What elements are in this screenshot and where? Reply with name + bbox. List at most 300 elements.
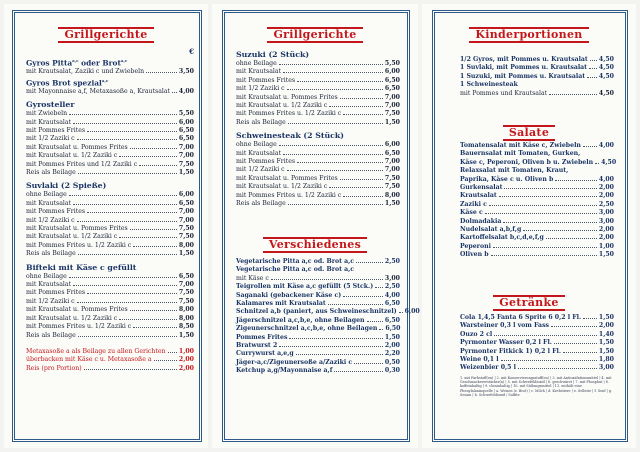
item-price: 7,00 [384, 166, 400, 174]
item-label: Krautsalat [460, 192, 497, 200]
menu-row [26, 298, 194, 306]
item-price: 1,00 [598, 242, 614, 250]
menu-row [236, 334, 400, 342]
item-label: mit Krautsalat u. Pommes Frites [26, 143, 128, 151]
item-price: 6,00 [178, 191, 194, 199]
salate-title-ribbon [422, 124, 636, 142]
item-price: 6,50 [178, 272, 194, 280]
menu-row [236, 77, 400, 85]
left-sections [26, 100, 194, 340]
item-label: mit Pommes Frites [26, 208, 86, 216]
item-price: 8,50 [178, 323, 194, 331]
leader-dots [133, 246, 177, 247]
middle-title-ribbon [212, 26, 418, 44]
menu-row [460, 158, 617, 167]
leader-dots [69, 277, 177, 278]
allergen-sup: a,c [120, 58, 128, 64]
item-price: 6,50 [384, 300, 400, 308]
leader-dots [87, 131, 177, 132]
misc-title-ribbon [212, 236, 418, 254]
menu-row [236, 192, 400, 200]
leader-dots [279, 64, 383, 65]
item-price: 7,50 [384, 110, 400, 118]
item-price: 4,50 [598, 64, 614, 72]
item-price: 7,00 [178, 281, 194, 289]
menu-row [26, 88, 194, 96]
item-price: 1,80 [598, 356, 614, 364]
item-label: Kartoffelsalat b,c,d,e,f,g [460, 234, 544, 242]
menu-row [236, 102, 400, 110]
item-desc: mit Mayonnaise a,f, Metaxasoße a, Krautsalat [26, 87, 171, 95]
leader-dots [296, 354, 383, 355]
item-price: 8,00 [178, 306, 194, 314]
item-price: 1,00 [178, 347, 194, 355]
menu-row [236, 175, 400, 183]
left-content [26, 48, 194, 373]
menu-row [236, 60, 400, 68]
menu-row [236, 283, 400, 291]
item-price: 3,00 [598, 364, 614, 372]
kids-content [460, 56, 614, 98]
item-price: 6,50 [178, 199, 194, 207]
leader-dots [130, 310, 177, 311]
item-label: mit Pommes Frites [236, 76, 296, 84]
leader-dots [146, 72, 177, 73]
footnote: 1. mit Farbstoff(en) | 2. mit Konservierungsstoff(en) | 3. mit Antioxidationsmittel | 4. mit Geschmacksverstärker(n) | 5. mit Schwefeldioxid | 6. geschwärzt | 7. mit Phosphat | 8. koffeinhaltig | 9. chininhaltig | 10. mit Süßungsmittel | 11. enthält eine Phenylalaninquelle | a. Weizen (z. Brot) | c. Milch | d. Krebstiere | e. Sellerie | f. Senf | g. Sesam | h. Schwefeldioxid / Sulfite [460, 375, 613, 398]
allergen-sup: a,c [101, 78, 109, 84]
menu-row [26, 281, 194, 289]
item-label: Reis als Beilage [26, 331, 76, 339]
menu-row [236, 200, 400, 208]
misc-list [236, 258, 420, 376]
item-price: 6,50 [384, 76, 400, 84]
item-price: 3,00 [598, 217, 614, 225]
menu-row [26, 119, 194, 127]
menu-row [236, 350, 400, 358]
leader-dots [77, 302, 177, 303]
item-label: überbacken mit Käse c u. Metaxasoße a [26, 356, 152, 364]
misc-content [236, 258, 420, 376]
item-label: mit Krautsalat u. Pommes Frites [236, 174, 338, 182]
item-price: 6,00 [404, 308, 420, 316]
item-label: Pyrmonter Fitkick 1) 0,2 l Fl. [460, 347, 562, 355]
item-price: 2,50 [384, 283, 400, 291]
menu-row [236, 141, 400, 149]
leader-dots [77, 139, 177, 140]
item-label: mit Krautsalat u. 1/2 Zaziki c [236, 183, 328, 191]
leader-dots [583, 318, 597, 319]
leader-dots [78, 173, 177, 174]
item-label: mit Krautsalat u. 1/2 Zaziki c [26, 233, 118, 241]
menu-row [26, 289, 194, 297]
leader-dots [494, 335, 597, 336]
item-price: 4,50 [598, 72, 614, 80]
menu-row [460, 356, 614, 364]
leader-dots [501, 360, 597, 361]
menu-row [26, 144, 194, 152]
left-title: Grillgerichte [58, 27, 153, 43]
item-label: 1/2 Gyros, mit Pommes u. Krautsalat [460, 56, 588, 63]
section-heading: Schweinesteak (2 Stück) [236, 131, 344, 141]
item-price: 6,50 [385, 325, 401, 333]
item-label: mit Pommes Frites u. 1/2 Zaziki c [26, 323, 132, 331]
leader-dots [87, 293, 177, 294]
item-label: Warsteiner 0,3 l vom Fass [460, 322, 550, 330]
item-price: 7,00 [178, 216, 194, 224]
menu-row [26, 233, 194, 241]
leader-dots [287, 170, 383, 171]
menu-row [460, 64, 614, 72]
leader-dots [279, 346, 383, 347]
item-price: 2,00 [598, 322, 614, 330]
item-price: 4,50 [601, 158, 617, 166]
item-price: 7,50 [178, 225, 194, 233]
menu-row [26, 191, 194, 199]
menu-row [26, 306, 194, 314]
item-label: mit Krautsalat [26, 199, 72, 207]
menu-row [26, 365, 194, 373]
leader-dots [84, 369, 177, 370]
item-label: Weine 0,1 l [460, 356, 499, 364]
menu-row [26, 273, 194, 281]
menu-row [460, 364, 614, 372]
menu-row [26, 217, 194, 225]
leader-dots [130, 148, 177, 149]
leader-dots [546, 238, 597, 239]
leader-dots [119, 319, 177, 320]
item-price: 1,50 [178, 250, 194, 258]
leader-dots [283, 154, 383, 155]
menu-row [26, 348, 194, 356]
leader-dots [549, 94, 597, 95]
middle-title: Grillgerichte [267, 27, 362, 43]
leader-dots [287, 89, 383, 90]
menu-row [236, 292, 400, 300]
item-price: 6,50 [384, 316, 400, 324]
leader-dots [367, 321, 383, 322]
item-price: 7,50 [178, 160, 194, 168]
menu-row [236, 367, 400, 375]
menu-row [26, 127, 194, 135]
leader-dots [499, 196, 597, 197]
item-price: 6,00 [178, 118, 194, 126]
item-label: Ouzo 2 cl [460, 330, 493, 338]
item-price: 7,00 [178, 152, 194, 160]
menu-row [460, 322, 614, 330]
menu-row [236, 68, 400, 76]
item-label: mit Pommes Frites und 1/2 Zaziki c [26, 160, 138, 168]
item-price: 4,00 [178, 87, 194, 95]
allergen-sup: a,c [72, 58, 79, 64]
item-label: Käse c, Peperoni, Oliven b u. Zwiebeln [460, 158, 594, 166]
leader-dots [172, 92, 177, 93]
leader-dots [288, 204, 383, 205]
middle-panel [212, 4, 418, 448]
leader-dots [587, 77, 597, 78]
item-price: 7,00 [384, 158, 400, 166]
menu-row [236, 275, 400, 283]
item-label: Jägerschnitzel a,c,b,e, ohne Beilagen [236, 316, 365, 324]
leader-dots [289, 338, 382, 339]
item-label: Zaziki c [460, 200, 487, 208]
leader-dots [379, 329, 383, 330]
item-label: Jäger-a,c/Zigeunersoße a/Zaziki c [236, 358, 353, 366]
item-price: 7,50 [178, 289, 194, 297]
section-heading: Gyrosteller [26, 100, 75, 110]
item-label: mit 1/2 Zaziki c [26, 135, 75, 143]
leader-dots [491, 255, 597, 256]
featured-name-alt: oder Brot [78, 58, 121, 68]
leader-dots [563, 352, 597, 353]
item-label: ohne Beilage [26, 191, 67, 199]
item-label: mit Zwiebeln [26, 110, 68, 118]
item-label: 1 Suzuki, mit Pommes u. Krautsalat [460, 72, 586, 80]
item-desc: mit Krautsalat, Zaziki c und Zwiebeln [26, 67, 145, 75]
salate-content [460, 142, 617, 260]
leader-dots [555, 180, 597, 181]
item-label: Saganaki (gebackener Käse c) [236, 291, 342, 299]
item-label: Vegetarische Pitta a,c od. Brot a,c [236, 266, 355, 274]
item-price: 6,50 [384, 149, 400, 157]
leader-dots [271, 279, 383, 280]
menu-row [460, 176, 614, 184]
menu-row [460, 251, 614, 259]
section-heading: Bifteki mit Käse c gefüllt [26, 262, 137, 272]
leader-dots [279, 145, 383, 146]
item-price: 6,50 [178, 135, 194, 143]
kids-title: Kinderportionen [469, 27, 588, 43]
item-price: 8,00 [178, 241, 194, 249]
menu-row [26, 323, 194, 331]
item-price: 3,50 [178, 67, 194, 75]
item-price: 2,00 [598, 192, 614, 200]
item-price: 2,00 [384, 342, 400, 350]
menu-row [236, 359, 400, 367]
leader-dots [518, 368, 597, 369]
menu-row [460, 218, 614, 226]
item-price: 1,50 [598, 314, 614, 321]
item-label: Tomatensalat mit Käse c, Zwiebeln [460, 142, 581, 149]
item-label: ohne Beilage [236, 60, 277, 67]
menu-row [26, 200, 194, 208]
menu-row [236, 150, 400, 158]
item-label: ohne Beilage [26, 272, 67, 280]
leader-dots [133, 327, 177, 328]
menu-row [460, 184, 614, 192]
leader-dots [503, 222, 597, 223]
middle-sections [236, 50, 400, 209]
menu-row [460, 90, 614, 98]
leader-dots [73, 123, 177, 124]
leader-dots [343, 296, 383, 297]
item-label: mit Krautsalat u. Pommes Frites [236, 93, 338, 101]
item-label: Käse c [460, 209, 483, 217]
leader-dots [69, 195, 177, 196]
left-title-ribbon [4, 26, 208, 44]
item-label: mit Pommes Frites [26, 126, 86, 134]
menu-row [26, 68, 194, 76]
menu-row [236, 166, 400, 174]
menu-row [460, 339, 614, 347]
leader-dots [297, 81, 383, 82]
item-price: 3,00 [598, 209, 614, 217]
drinks-title: Getränke [493, 295, 564, 311]
item-label: Schnitzel a,b (paniert, aus Schweineschnitzel) [236, 308, 397, 316]
item-label: Relaxsalat mit Tomaten, Kraut, [460, 167, 569, 175]
menu-row [460, 209, 614, 217]
menu-row [236, 317, 400, 325]
leader-dots [343, 196, 383, 197]
menu-row [26, 250, 194, 258]
menu-row [26, 152, 194, 160]
menu-row [236, 183, 400, 191]
item-label: mit Pommes Frites [236, 158, 296, 166]
left-panel [4, 4, 208, 448]
leader-dots [328, 304, 383, 305]
item-label: mit 1/2 Zaziki c [236, 85, 285, 93]
misc-title: Verschiedenes [263, 237, 367, 253]
item-label: mit 1/2 Zaziki c [236, 166, 285, 174]
item-label: Gurkensalat [460, 184, 503, 192]
item-price: 1,50 [598, 347, 614, 355]
leader-dots [489, 205, 597, 206]
menu-row [236, 119, 400, 127]
item-label: mit 1/2 Zaziki c [26, 216, 75, 224]
menu-row [236, 300, 400, 308]
leader-dots [297, 162, 383, 163]
item-price: 6,00 [384, 141, 400, 149]
leader-dots [343, 114, 383, 115]
leader-dots [334, 371, 383, 372]
item-price: 7,00 [384, 102, 400, 110]
menu-row [26, 208, 194, 216]
leader-dots [119, 156, 177, 157]
left-top-items [26, 56, 194, 96]
menu-row [460, 226, 614, 234]
leader-dots [551, 326, 597, 327]
item-price: 3,00 [384, 274, 400, 282]
item-price: 1,50 [178, 331, 194, 339]
item-label: mit Pommes Frites u. 1/2 Zaziki c [236, 191, 342, 199]
menu-row [460, 234, 614, 242]
leader-dots [356, 262, 383, 263]
item-label: Paprika, Käse c u. Oliven b [460, 175, 554, 183]
item-label: Teigrollen mit Käse a,c gefüllt (5 Stck.) [236, 283, 374, 291]
leader-dots [504, 188, 596, 189]
item-price: 2,20 [384, 350, 400, 358]
item-label: mit Krautsalat [236, 68, 282, 76]
leader-dots [340, 98, 383, 99]
item-price: 8,00 [384, 191, 400, 199]
leader-dots [329, 106, 383, 107]
item-label: Zigeunerschnitzel a,c,b,e, ohne Beilagen [236, 325, 378, 333]
featured-item [26, 56, 194, 67]
leader-dots [288, 123, 383, 124]
item-price: 7,00 [178, 208, 194, 216]
item-price: 1,50 [598, 251, 614, 259]
menu-row [460, 314, 614, 322]
item-label: Peperoni [460, 242, 491, 250]
menu-row [236, 94, 400, 102]
item-label: mit Pommes Frites u. 1/2 Zaziki c [236, 110, 342, 118]
item-label: Cola 1,4,5 Fanta 6 Sprite 6 0,2 l Fl. [460, 314, 582, 321]
item-price: 4,50 [598, 89, 614, 97]
item-label: mit Krautsalat [26, 281, 72, 289]
leader-dots [554, 343, 597, 344]
menu-row [26, 161, 194, 169]
item-label: mit Krautsalat [26, 118, 72, 126]
item-label: Bauernsalat mit Tomaten, Gurken, [460, 150, 581, 158]
item-price: 2,00 [178, 364, 194, 372]
item-label: mit Krautsalat u. Pommes Frites [26, 306, 128, 314]
salate-title: Salate [503, 125, 555, 141]
leader-dots [493, 247, 597, 248]
middle-content [236, 46, 400, 209]
menu-row [26, 356, 194, 364]
menu-row [26, 169, 194, 177]
menu-row [236, 308, 420, 316]
section-heading: Suvlaki (2 Spieße) [26, 181, 107, 191]
item-label: mit Krautsalat [236, 149, 282, 157]
item-price: 7,50 [384, 174, 400, 182]
item-label: Reis (pro Portion) [26, 364, 82, 372]
item-price: 7,50 [178, 297, 194, 305]
item-label: Reis als Beilage [236, 200, 286, 208]
menu-row [26, 225, 194, 233]
leader-dots [399, 312, 403, 313]
menu-row [26, 332, 194, 340]
item-label: Pyrmonter Wasser 0,2 l Fl. [460, 339, 552, 347]
item-price: 7,00 [384, 93, 400, 101]
menu-row [460, 331, 614, 339]
drinks-content [460, 314, 614, 397]
item-price: 4,50 [598, 56, 614, 63]
item-label: Oliven b [460, 251, 489, 259]
item-label: mit Krautsalat u. Pommes Frites [26, 225, 128, 233]
item-label: Ketchup a,g/Mayonnaise a,f [236, 367, 333, 375]
item-price: 1,50 [384, 200, 400, 208]
menu-row [460, 142, 614, 150]
featured-name: Gyros Pitta [26, 58, 73, 68]
item-label: mit Pommes Frites [26, 289, 86, 297]
leader-dots [77, 221, 177, 222]
leader-dots [340, 179, 383, 180]
item-price: 2,50 [598, 200, 614, 208]
menu-row [460, 167, 614, 175]
item-label: mit Pommes Frites u. 1/2 Zaziki c [26, 241, 132, 249]
item-label: mit Krautsalat u. 1/2 Zaziki c [236, 102, 328, 110]
menu-row [236, 325, 400, 333]
item-price: 7,50 [178, 233, 194, 241]
leader-dots [283, 72, 383, 73]
item-price: 1,50 [598, 339, 614, 347]
item-price: 4,00 [384, 291, 400, 299]
item-label: mit Käse c [236, 274, 269, 282]
kids-title-ribbon [422, 26, 636, 44]
drinks-title-ribbon [422, 294, 636, 312]
item-label: Dolmadakia [460, 217, 502, 225]
leader-dots [73, 285, 177, 286]
item-label: Nudelsalat a,b,f,g [460, 226, 522, 234]
menu-row [26, 315, 194, 323]
item-price: 2,00 [178, 356, 194, 364]
menu-row [236, 258, 400, 266]
right-panel [422, 4, 636, 448]
euro-header: € [189, 47, 194, 56]
item-price: 6,00 [384, 68, 400, 76]
menu-row [236, 342, 400, 350]
leader-dots [589, 68, 597, 69]
